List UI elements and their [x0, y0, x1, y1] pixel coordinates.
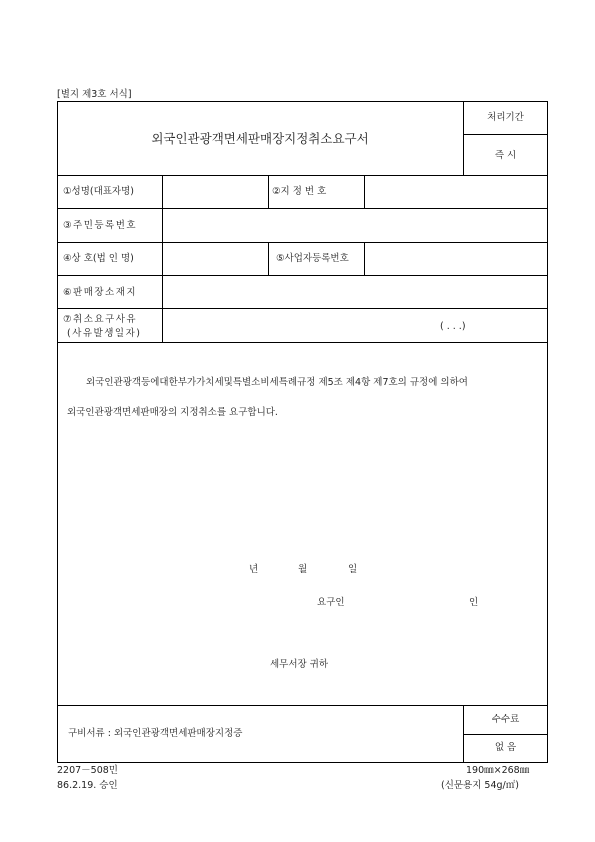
paper-size: 190㎜×268㎜: [466, 765, 530, 776]
divider: [57, 342, 548, 343]
body-text-line-2: 외국인관광객면세판매장의 지정취소를 요구합니다.: [67, 407, 278, 418]
field-label-trade-name: ④상 호(법 인 명): [63, 253, 134, 264]
divider: [463, 134, 548, 135]
field-label-reason-date: (사유발생일자): [67, 328, 142, 339]
divider: [57, 705, 548, 706]
reason-field[interactable]: [163, 309, 547, 341]
required-documents: 구비서류 : 외국인관광객면세판매장지정증: [68, 728, 243, 739]
approval-date: 86.2.19. 승인: [57, 780, 118, 791]
fee-label: 수수료: [491, 714, 520, 725]
field-label-reason: ⑦취소요구사유: [63, 314, 138, 325]
body-text-line-1: 외국인관광객등에대한부가가치세및특별소비세특례규정 제5조 제4항 제7호의 규정에 의하여: [86, 377, 468, 388]
date-year-label: 년: [249, 564, 259, 575]
requester-label: 요구인: [317, 597, 345, 608]
name-field[interactable]: [163, 176, 267, 207]
reason-date-placeholder: ( . . .): [440, 321, 466, 332]
field-label-location: ⑥판매장소재지: [63, 287, 138, 298]
seal-label: 인: [469, 597, 479, 608]
divider: [463, 705, 464, 763]
date-day-label: 일: [348, 564, 358, 575]
date-month-label: 월: [298, 564, 308, 575]
field-label-resident-no: ③주민등록번호: [63, 220, 138, 231]
addressee: 세무서장 귀하: [270, 659, 329, 670]
form-number: [별지 제3호 서식]: [57, 89, 132, 100]
field-label-designation-no: ②지 정 번 호: [272, 186, 327, 197]
paper-type: (신문용지 54g/㎡): [441, 780, 519, 791]
form-code: 2207－508민: [57, 765, 118, 776]
location-field[interactable]: [163, 276, 547, 307]
divider: [268, 242, 269, 275]
fee-value: 없 음: [494, 742, 517, 753]
divider: [463, 734, 548, 735]
processing-period-label: 처리기간: [487, 112, 524, 123]
divider: [268, 175, 269, 208]
business-reg-no-field[interactable]: [365, 243, 547, 274]
designation-no-field[interactable]: [365, 176, 547, 207]
field-label-name: ①성명(대표자명): [63, 186, 134, 197]
processing-period-value: 즉 시: [494, 150, 517, 161]
resident-no-field[interactable]: [163, 209, 547, 241]
trade-name-field[interactable]: [163, 243, 267, 274]
form-title: 외국인관광객면세판매장지정취소요구서: [151, 131, 369, 146]
field-label-business-reg-no: ⑤사업자등록번호: [276, 253, 349, 264]
